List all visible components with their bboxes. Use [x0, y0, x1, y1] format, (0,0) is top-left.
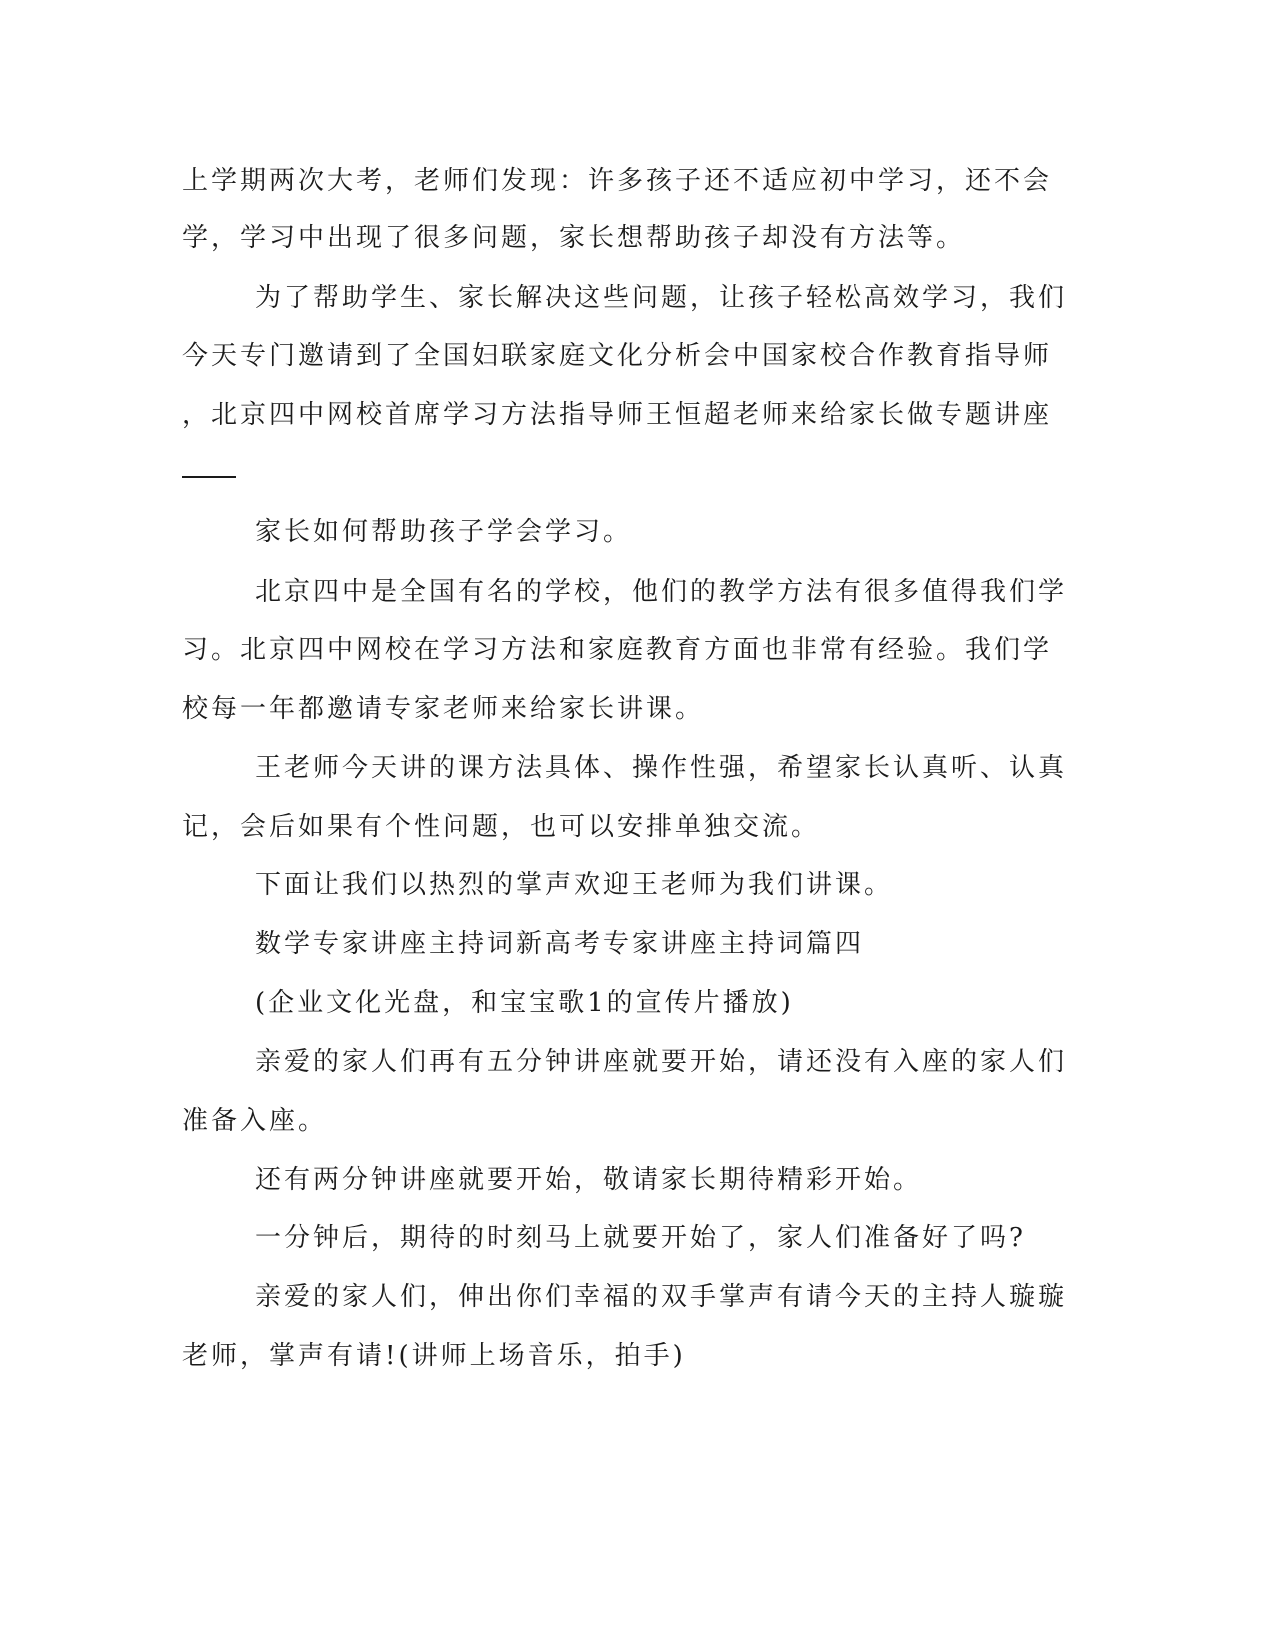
paragraph-start-line: 亲爱的家人们再有五分钟讲座就要开始，请还没有入座的家人们 — [255, 1047, 1068, 1077]
paragraph-start-line: 王老师今天讲的课方法具体、操作性强，希望家长认真听、认真 — [255, 753, 1068, 783]
section-heading-line: 数学专家讲座主持词新高考专家讲座主持词篇四 — [255, 929, 865, 959]
paragraph-start-line: 为了帮助学生、家长解决这些问题，让孩子轻松高效学习，我们 — [255, 283, 1068, 313]
paragraph-start-line: 下面让我们以热烈的掌声欢迎王老师为我们讲课。 — [255, 870, 894, 900]
paragraph-start-line: 北京四中是全国有名的学校，他们的教学方法有很多值得我们学 — [255, 577, 1068, 607]
text-line: 记，会后如果有个性问题，也可以安排单独交流。 — [182, 812, 821, 842]
paragraph-start-line: (企业文化光盘，和宝宝歌1的宣传片播放) — [255, 988, 794, 1018]
paragraph-start-line: 还有两分钟讲座就要开始，敬请家长期待精彩开始。 — [255, 1165, 923, 1195]
paragraph-start-line: 亲爱的家人们，伸出你们幸福的双手掌声有请今天的主持人璇璇 — [255, 1282, 1068, 1312]
text-line: 习。北京四中网校在学习方法和家庭教育方面也非常有经验。我们学 — [182, 635, 1053, 665]
text-line: 校每一年都邀请专家老师来给家长讲课。 — [182, 694, 705, 724]
paragraph-start-line: 一分钟后，期待的时刻马上就要开始了，家人们准备好了吗? — [255, 1223, 1026, 1253]
text-line: 今天专门邀请到了全国妇联家庭文化分析会中国家校合作教育指导师 — [182, 341, 1053, 371]
dash-rule — [182, 476, 236, 478]
text-line: 学，学习中出现了很多问题，家长想帮助孩子却没有方法等。 — [182, 223, 966, 253]
paragraph-start-line: 家长如何帮助孩子学会学习。 — [255, 517, 633, 547]
text-line: 准备入座。 — [182, 1106, 328, 1136]
text-line: 上学期两次大考，老师们发现：许多孩子还不适应初中学习，还不会 — [182, 166, 1053, 196]
text-line: 老师，掌声有请!(讲师上场音乐，拍手) — [182, 1341, 686, 1371]
text-line: ，北京四中网校首席学习方法指导师王恒超老师来给家长做专题讲座 — [182, 400, 1053, 430]
